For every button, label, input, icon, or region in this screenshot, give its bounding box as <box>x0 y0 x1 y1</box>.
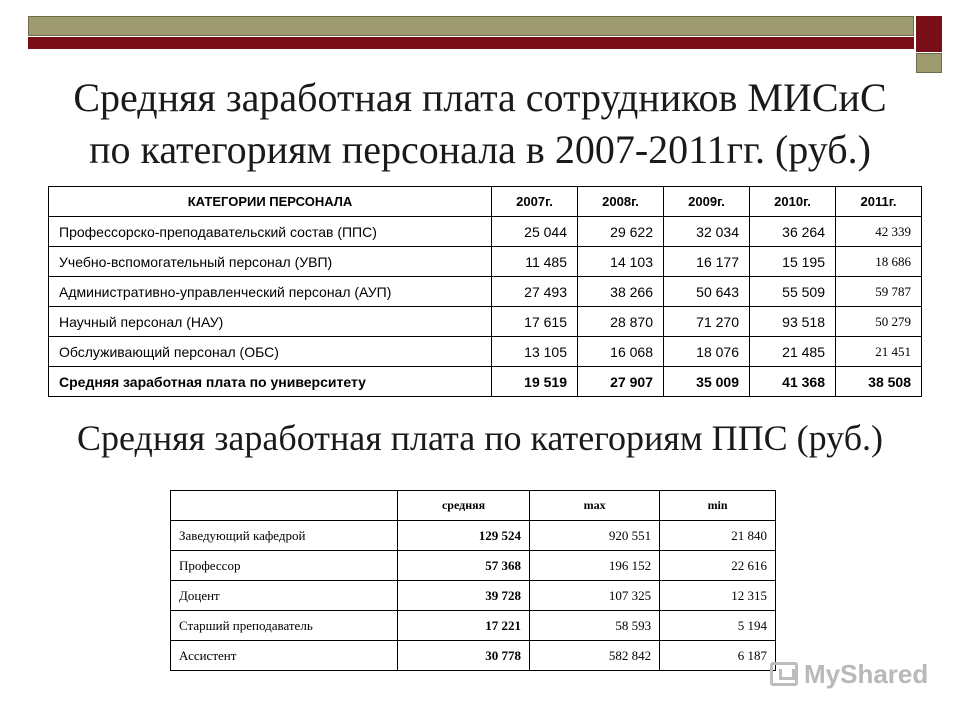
section-title: Средняя заработная плата по категориям ППС (руб.) <box>77 418 883 458</box>
value-cell: 29 622 <box>578 217 664 247</box>
header-empty <box>171 491 398 521</box>
maroon-stripe <box>28 37 914 49</box>
value-cell: 42 339 <box>836 217 922 247</box>
value-cell: 41 368 <box>750 367 836 397</box>
page-title-line1: Средняя заработная плата сотрудников МИСиС <box>73 75 887 120</box>
table-row <box>49 277 922 307</box>
value-cell: 12 315 <box>660 581 776 611</box>
value-cell: 5 194 <box>660 611 776 641</box>
value-cell: 18 076 <box>664 337 750 367</box>
position-cell: Профессор <box>171 551 398 581</box>
value-cell: 14 103 <box>578 247 664 277</box>
top-decorative-bar <box>28 16 942 52</box>
table-row <box>171 581 776 611</box>
value-cell: 27 907 <box>578 367 664 397</box>
value-cell: 21 485 <box>750 337 836 367</box>
header-2010: 2010г. <box>750 187 836 217</box>
olive-stripe <box>28 16 914 36</box>
value-cell: 57 368 <box>398 551 530 581</box>
value-cell: 13 105 <box>492 337 578 367</box>
pps-salary-table <box>170 490 776 671</box>
header-2011: 2011г. <box>836 187 922 217</box>
value-cell: 129 524 <box>398 521 530 551</box>
value-cell: 21 451 <box>836 337 922 367</box>
value-cell: 55 509 <box>750 277 836 307</box>
value-cell: 582 842 <box>530 641 660 671</box>
table-header-row <box>49 187 922 217</box>
position-cell: Доцент <box>171 581 398 611</box>
value-cell: 50 643 <box>664 277 750 307</box>
value-cell: 6 187 <box>660 641 776 671</box>
value-cell: 35 009 <box>664 367 750 397</box>
header-2007: 2007г. <box>492 187 578 217</box>
value-cell: 93 518 <box>750 307 836 337</box>
category-cell: Профессорско-преподавательский состав (ППС) <box>49 217 492 247</box>
value-cell: 22 616 <box>660 551 776 581</box>
value-cell: 36 264 <box>750 217 836 247</box>
value-cell: 58 593 <box>530 611 660 641</box>
page-title-line2: по категориям персонала в 2007-2011гг. (руб.) <box>89 127 871 172</box>
value-cell: 16 177 <box>664 247 750 277</box>
value-cell: 18 686 <box>836 247 922 277</box>
value-cell: 30 778 <box>398 641 530 671</box>
value-cell: 25 044 <box>492 217 578 247</box>
table-header-row <box>171 491 776 521</box>
header-average: средняя <box>398 491 530 521</box>
value-cell: 16 068 <box>578 337 664 367</box>
value-cell: 21 840 <box>660 521 776 551</box>
table-row <box>49 217 922 247</box>
watermark <box>770 654 940 694</box>
value-cell: 71 270 <box>664 307 750 337</box>
category-cell: Административно-управленческий персонал (АУП) <box>49 277 492 307</box>
value-cell: 28 870 <box>578 307 664 337</box>
value-cell: 38 508 <box>836 367 922 397</box>
maroon-square <box>916 16 942 52</box>
category-cell: Обслуживающий персонал (ОБС) <box>49 337 492 367</box>
value-cell: 19 519 <box>492 367 578 397</box>
table-row <box>49 247 922 277</box>
position-cell: Заведующий кафедрой <box>171 521 398 551</box>
salary-by-category-table <box>48 186 922 397</box>
value-cell: 17 221 <box>398 611 530 641</box>
value-cell: 59 787 <box>836 277 922 307</box>
page-title <box>30 72 930 176</box>
table-row <box>171 521 776 551</box>
value-cell: 50 279 <box>836 307 922 337</box>
value-cell: 38 266 <box>578 277 664 307</box>
table-row <box>171 641 776 671</box>
header-category: КАТЕГОРИИ ПЕРСОНАЛА <box>49 187 492 217</box>
value-cell: 39 728 <box>398 581 530 611</box>
myshared-logo-icon <box>770 662 798 686</box>
value-cell: 15 195 <box>750 247 836 277</box>
category-cell: Учебно-вспомогательный персонал (УВП) <box>49 247 492 277</box>
value-cell: 27 493 <box>492 277 578 307</box>
header-min: min <box>660 491 776 521</box>
category-cell: Средняя заработная плата по университету <box>49 367 492 397</box>
header-2009: 2009г. <box>664 187 750 217</box>
table-row <box>171 551 776 581</box>
header-max: max <box>530 491 660 521</box>
table-row <box>49 367 922 397</box>
table-row <box>49 337 922 367</box>
table-row <box>171 611 776 641</box>
header-2008: 2008г. <box>578 187 664 217</box>
position-cell: Ассистент <box>171 641 398 671</box>
value-cell: 11 485 <box>492 247 578 277</box>
value-cell: 107 325 <box>530 581 660 611</box>
value-cell: 32 034 <box>664 217 750 247</box>
olive-square <box>916 53 942 73</box>
position-cell: Старший преподаватель <box>171 611 398 641</box>
value-cell: 17 615 <box>492 307 578 337</box>
watermark-text: MyShared <box>804 658 929 689</box>
value-cell: 920 551 <box>530 521 660 551</box>
table-row <box>49 307 922 337</box>
value-cell: 196 152 <box>530 551 660 581</box>
category-cell: Научный персонал (НАУ) <box>49 307 492 337</box>
